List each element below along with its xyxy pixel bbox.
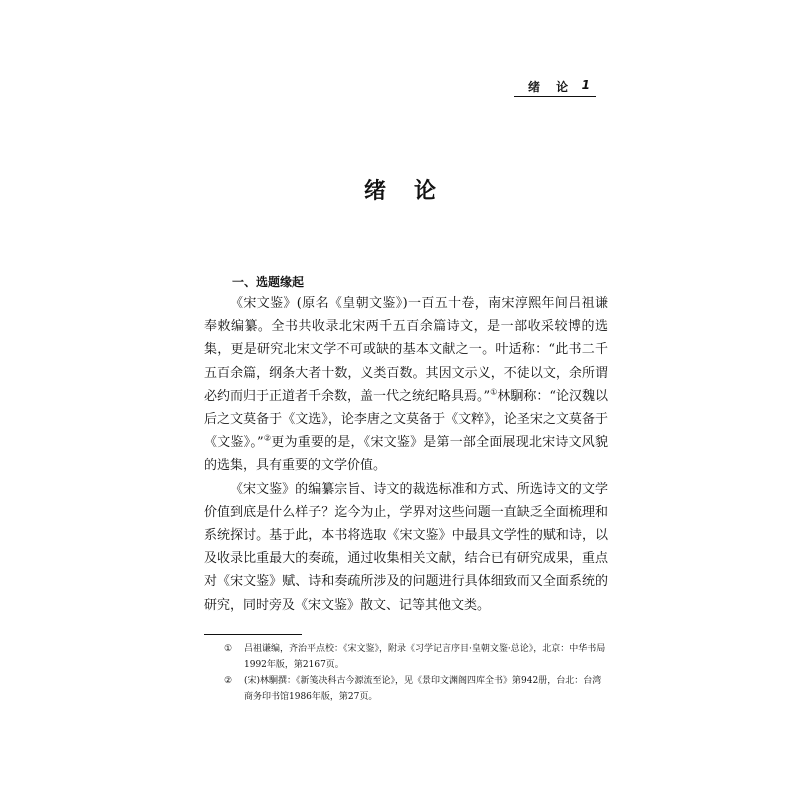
page-number: 1 — [581, 78, 590, 92]
paragraph — [204, 478, 608, 617]
footnote-divider — [204, 634, 302, 635]
footnote-mark: ② — [224, 676, 233, 686]
section-heading: 一、选题缘起 — [232, 275, 305, 289]
paragraph — [204, 292, 608, 478]
paragraph-text: 《宋文鉴》(原名《皇朝文鉴》)一百五十卷，南宋淳熙年间吕祖谦奉敕编纂。全书共收录北宋两千五百余篇诗文，是一部收采较博的选集，更是研究北宋文学不可或缺的基本文献之一。叶适称：“此书二千五百余篇，纲条大者十数，义类百数。其因文示义，不徒以文，余所谓必约而归于正道者千余数，盖一代之统纪略具焉。” — [204, 296, 608, 404]
footnote-mark: ① — [224, 644, 233, 654]
chapter-title: 绪论 — [363, 179, 464, 204]
footnotes — [204, 641, 608, 705]
paragraph-text: 林駉称：“论汉魏以后之文莫备于《文选》，论李唐之文莫备于《文粹》，论圣宋之文莫备于《文鉴》。” — [204, 388, 609, 451]
footnote — [204, 641, 608, 673]
footnote — [204, 673, 608, 705]
paragraph-text: 更为重要的是，《宋文鉴》是第一部全面展现北宋诗文风貌的选集，具有重要的文学价值。 — [204, 435, 608, 474]
body-text — [204, 292, 608, 617]
paragraph-text: 《宋文鉴》的编纂宗旨、诗文的裁选标准和方式、所选诗文的文学价值到底是什么样子？迄今为止，学界对这些问题一直缺乏全面梳理和系统探讨。基于此，本书将选取《宋文鉴》中最具文学性的赋和诗，以及收录比重最大的奏疏，通过收集相关文献，结合已有研究成果，重点对《宋文鉴》赋、诗和奏疏所涉及的问题进行具体细致而又全面系统的研究，同时旁及《宋文鉴》散文、记等其他文类。 — [204, 481, 608, 613]
footnote-ref[interactable]: ① — [490, 387, 498, 397]
running-header — [514, 78, 596, 97]
footnote-text: (宋)林駉撰：《新笺决科古今源流至论》，见《景印文渊阁四库全书》第942册，台北：台湾商务印书馆1986年版，第27页。 — [244, 676, 602, 702]
footnote-text: 吕祖谦编，齐治平点校：《宋文鉴》，附录《习学记言序目·皇朝文鉴·总论》，北京：中华书局1992年版，第2167页。 — [244, 644, 606, 670]
footnote-ref[interactable]: ② — [263, 433, 272, 443]
running-header-title: 绪 论 — [528, 80, 575, 94]
